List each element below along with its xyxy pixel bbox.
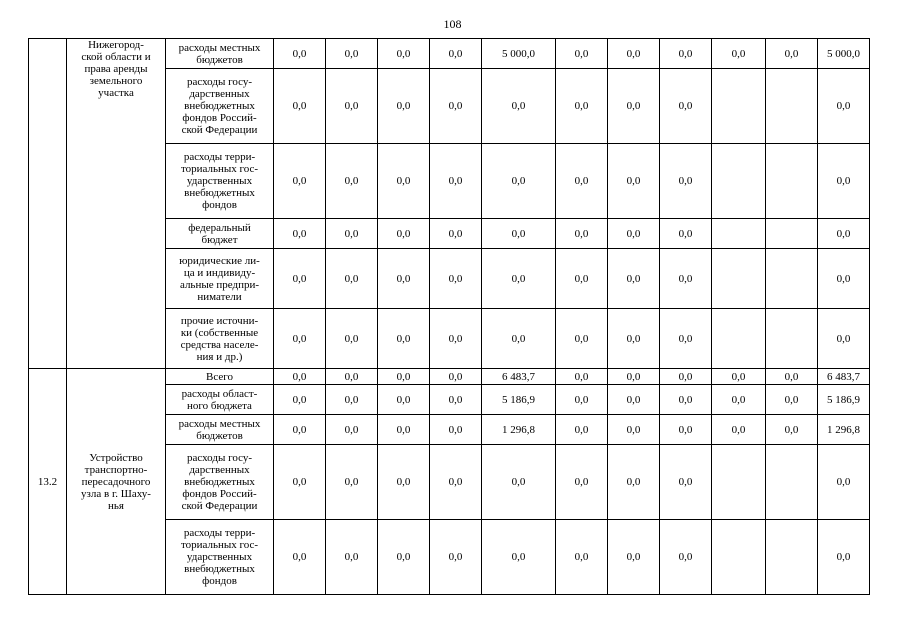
funding-source: [166, 369, 274, 385]
amount-cell: [766, 69, 818, 144]
amount-cell: 0,0: [818, 309, 870, 369]
amount-cell: [766, 219, 818, 249]
amount-cell: 0,0: [712, 415, 766, 445]
amount-cell: 0,0: [326, 520, 378, 595]
funding-source-line: внебюджетных: [184, 476, 255, 488]
funding-source-line: средства населе-: [180, 338, 259, 351]
amount-cell: 0,0: [660, 309, 712, 369]
amount-cell: 0,0: [482, 249, 556, 309]
amount-cell: 0,0: [274, 69, 326, 144]
amount-cell: 0,0: [326, 445, 378, 520]
funding-source-line: федеральный: [188, 221, 251, 234]
amount-cell: 0,0: [556, 445, 608, 520]
amount-cell: 0,0: [378, 369, 430, 385]
amount-cell: 0,0: [378, 385, 430, 415]
amount-cell: 0,0: [608, 69, 660, 144]
amount-cell: 0,0: [556, 144, 608, 219]
amount-cell: [712, 309, 766, 369]
amount-cell: 5 000,0: [818, 39, 870, 69]
table-body: [29, 39, 870, 595]
amount-cell: 0,0: [818, 144, 870, 219]
amount-cell: 0,0: [660, 249, 712, 309]
amount-cell: 0,0: [766, 385, 818, 415]
funding-source-line: юридические ли-: [179, 254, 260, 267]
funding-source-line: ния и др.): [196, 350, 243, 363]
funding-source-line: бюджет: [201, 233, 238, 246]
amount-cell: 0,0: [274, 219, 326, 249]
amount-cell: 0,0: [660, 385, 712, 415]
amount-cell: 0,0: [430, 249, 482, 309]
amount-cell: 0,0: [326, 219, 378, 249]
funding-source-line: расходы госу-: [186, 76, 253, 88]
amount-cell: 1 296,8: [482, 415, 556, 445]
item-name-line: пересадочного: [81, 475, 151, 488]
amount-cell: 0,0: [482, 309, 556, 369]
amount-cell: 0,0: [556, 69, 608, 144]
funding-source: [166, 219, 274, 249]
amount-cell: 0,0: [430, 520, 482, 595]
amount-cell: 5 186,9: [482, 385, 556, 415]
amount-cell: 0,0: [326, 385, 378, 415]
amount-cell: 0,0: [274, 445, 326, 520]
amount-cell: 1 296,8: [818, 415, 870, 445]
funding-source-line: бюджетов: [196, 53, 243, 66]
funding-source-line: расходы терри-: [183, 527, 256, 539]
funding-source-line: внебюджетных: [184, 563, 255, 575]
amount-cell: 0,0: [608, 249, 660, 309]
amount-cell: 0,0: [430, 219, 482, 249]
amount-cell: 0,0: [274, 39, 326, 69]
funding-source-line: ниматели: [197, 290, 242, 303]
funding-source-line: бюджетов: [196, 429, 243, 442]
amount-cell: 0,0: [274, 144, 326, 219]
amount-cell: 0,0: [660, 415, 712, 445]
item-number: [29, 39, 67, 369]
amount-cell: [766, 445, 818, 520]
amount-cell: 0,0: [766, 415, 818, 445]
amount-cell: 0,0: [556, 309, 608, 369]
funding-source-line: ударственных: [186, 175, 253, 187]
amount-cell: 0,0: [608, 144, 660, 219]
amount-cell: 0,0: [378, 219, 430, 249]
amount-cell: 0,0: [608, 369, 660, 385]
item-name-line: транспортно-: [84, 463, 148, 476]
amount-cell: 0,0: [430, 39, 482, 69]
amount-cell: 0,0: [378, 520, 430, 595]
amount-cell: 0,0: [326, 369, 378, 385]
amount-cell: 0,0: [766, 39, 818, 69]
amount-cell: 0,0: [274, 249, 326, 309]
amount-cell: 0,0: [326, 69, 378, 144]
amount-cell: 0,0: [766, 369, 818, 385]
funding-source-line: ца и индивиду-: [183, 266, 256, 279]
funding-source: [166, 249, 274, 309]
amount-cell: 0,0: [274, 415, 326, 445]
amount-cell: [766, 520, 818, 595]
funding-source-line: ториальных гос-: [180, 539, 259, 551]
amount-cell: 0,0: [378, 445, 430, 520]
amount-cell: 0,0: [274, 520, 326, 595]
amount-cell: 0,0: [430, 415, 482, 445]
amount-cell: 0,0: [326, 415, 378, 445]
amount-cell: 0,0: [482, 144, 556, 219]
table-row: [29, 39, 870, 69]
item-name-line: права аренды: [84, 63, 148, 75]
amount-cell: 0,0: [660, 39, 712, 69]
funding-source-line: расходы местных: [178, 41, 261, 54]
item-name-line: ской области и: [81, 51, 151, 63]
amount-cell: 0,0: [274, 385, 326, 415]
funding-source-line: Всего: [206, 370, 233, 383]
amount-cell: [712, 69, 766, 144]
funding-source: [166, 69, 274, 144]
budget-table: [28, 38, 870, 595]
amount-cell: 5 000,0: [482, 39, 556, 69]
amount-cell: 0,0: [556, 385, 608, 415]
item-name: [67, 39, 166, 369]
funding-source-line: ударственных: [186, 551, 253, 563]
amount-cell: 0,0: [482, 445, 556, 520]
funding-source-line: расходы терри-: [183, 151, 256, 163]
amount-cell: 0,0: [556, 415, 608, 445]
amount-cell: 0,0: [818, 445, 870, 520]
amount-cell: 0,0: [430, 309, 482, 369]
amount-cell: 0,0: [556, 39, 608, 69]
funding-source: [166, 445, 274, 520]
funding-source-line: расходы местных: [178, 417, 261, 430]
amount-cell: 0,0: [430, 144, 482, 219]
amount-cell: 0,0: [712, 385, 766, 415]
amount-cell: 0,0: [556, 520, 608, 595]
funding-source-line: дарственных: [189, 464, 250, 476]
funding-source-line: дарственных: [189, 88, 250, 100]
amount-cell: [712, 144, 766, 219]
amount-cell: 0,0: [608, 219, 660, 249]
amount-cell: 0,0: [378, 144, 430, 219]
amount-cell: 0,0: [326, 144, 378, 219]
funding-source: [166, 415, 274, 445]
amount-cell: 0,0: [660, 69, 712, 144]
amount-cell: 0,0: [482, 219, 556, 249]
amount-cell: 0,0: [556, 369, 608, 385]
amount-cell: 0,0: [378, 69, 430, 144]
table-row: [29, 369, 870, 385]
amount-cell: [712, 520, 766, 595]
amount-cell: 6 483,7: [818, 369, 870, 385]
funding-source-line: расходы госу-: [186, 452, 253, 464]
amount-cell: 5 186,9: [818, 385, 870, 415]
amount-cell: [712, 445, 766, 520]
funding-source: [166, 520, 274, 595]
amount-cell: 0,0: [608, 39, 660, 69]
amount-cell: 0,0: [660, 369, 712, 385]
funding-source-line: фондов Россий-: [182, 488, 257, 500]
funding-source-line: ного бюджета: [187, 399, 252, 412]
item-name-line: нья: [108, 499, 124, 512]
amount-cell: 0,0: [326, 309, 378, 369]
amount-cell: 0,0: [608, 445, 660, 520]
amount-cell: 0,0: [482, 69, 556, 144]
amount-cell: 0,0: [482, 520, 556, 595]
amount-cell: 0,0: [378, 249, 430, 309]
funding-source-line: ской Федерации: [181, 124, 258, 136]
amount-cell: 0,0: [660, 219, 712, 249]
item-name-line: участка: [98, 87, 134, 99]
amount-cell: 0,0: [430, 385, 482, 415]
item-name-line: Нижегород-: [88, 39, 144, 51]
amount-cell: 0,0: [378, 39, 430, 69]
amount-cell: [712, 219, 766, 249]
amount-cell: [766, 309, 818, 369]
amount-cell: 0,0: [818, 69, 870, 144]
amount-cell: [766, 249, 818, 309]
amount-cell: 0,0: [818, 219, 870, 249]
amount-cell: 0,0: [274, 369, 326, 385]
funding-source-line: ской Федерации: [181, 500, 258, 512]
amount-cell: 0,0: [274, 309, 326, 369]
amount-cell: 0,0: [430, 445, 482, 520]
amount-cell: 0,0: [326, 39, 378, 69]
item-name-line: земельного: [89, 75, 143, 87]
amount-cell: 0,0: [660, 520, 712, 595]
funding-source-line: ки (собственные: [180, 326, 259, 339]
amount-cell: 0,0: [712, 39, 766, 69]
funding-source-line: фондов Россий-: [182, 112, 257, 124]
funding-source: [166, 385, 274, 415]
amount-cell: 0,0: [608, 385, 660, 415]
amount-cell: 0,0: [608, 520, 660, 595]
amount-cell: 0,0: [660, 445, 712, 520]
amount-cell: 0,0: [712, 369, 766, 385]
amount-cell: 0,0: [378, 309, 430, 369]
amount-cell: [766, 144, 818, 219]
item-name-line: узла в г. Шаху-: [81, 487, 151, 500]
funding-source-line: внебюджетных: [184, 187, 255, 199]
item-name: [67, 369, 166, 595]
item-name-line: Устройство: [89, 451, 143, 464]
amount-cell: 0,0: [378, 415, 430, 445]
amount-cell: 0,0: [556, 219, 608, 249]
amount-cell: 6 483,7: [482, 369, 556, 385]
amount-cell: 0,0: [326, 249, 378, 309]
amount-cell: 0,0: [660, 144, 712, 219]
funding-source-line: внебюджетных: [184, 100, 255, 112]
funding-source-line: фондов: [202, 575, 237, 587]
funding-source-line: ториальных гос-: [180, 163, 259, 175]
amount-cell: 0,0: [608, 309, 660, 369]
page-number: 108: [443, 17, 462, 31]
funding-source-line: фондов: [202, 199, 237, 211]
funding-source: [166, 309, 274, 369]
funding-source: [166, 39, 274, 69]
amount-cell: 0,0: [818, 520, 870, 595]
amount-cell: 0,0: [556, 249, 608, 309]
amount-cell: 0,0: [608, 415, 660, 445]
amount-cell: 0,0: [818, 249, 870, 309]
amount-cell: 0,0: [430, 69, 482, 144]
item-number: 13.2: [29, 369, 67, 595]
funding-source-line: расходы област-: [181, 387, 258, 400]
funding-source-line: альные предпри-: [179, 278, 260, 291]
funding-source-line: прочие источни-: [180, 314, 259, 327]
amount-cell: [712, 249, 766, 309]
funding-source: [166, 144, 274, 219]
amount-cell: 0,0: [430, 369, 482, 385]
